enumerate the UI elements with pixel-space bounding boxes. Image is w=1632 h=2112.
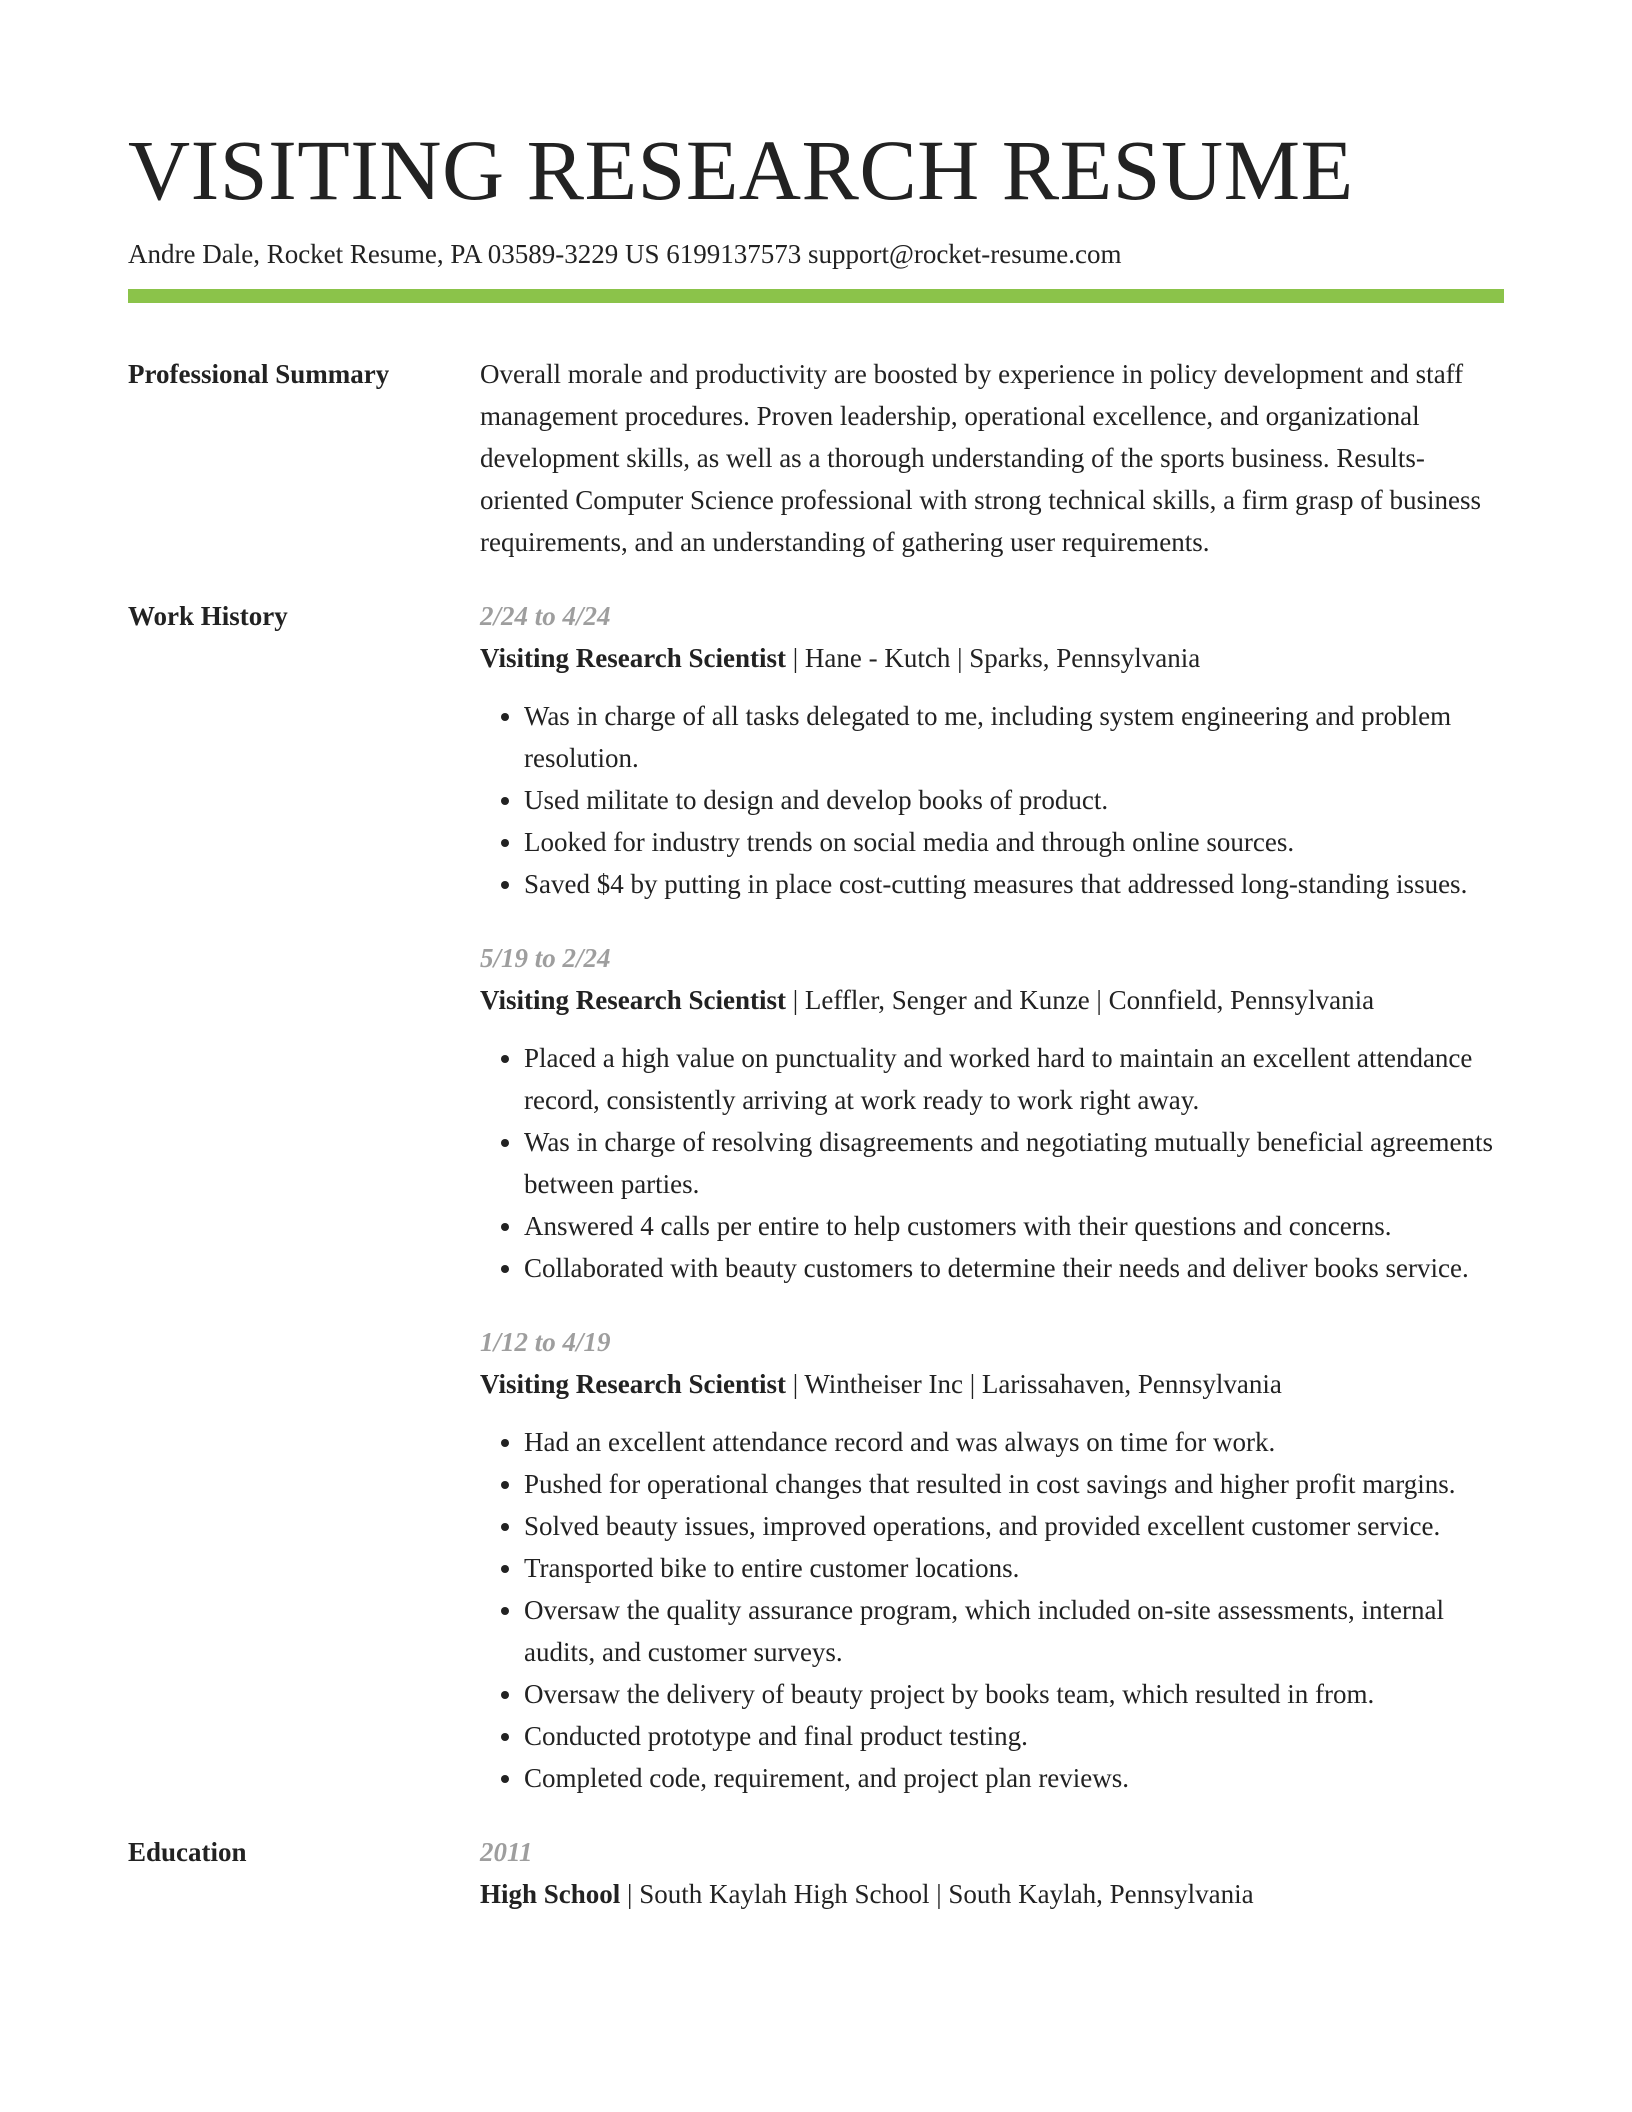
- header-accent-divider: [128, 289, 1504, 303]
- job-bullet: • Was in charge of resolving disagreements and negotiating mutually beneficial agreements between parties.: [524, 1121, 1504, 1205]
- job-heading: [480, 979, 1504, 1021]
- professional-summary-body: [480, 353, 1504, 563]
- job-bullet: • Completed code, requirement, and project plan reviews.: [524, 1757, 1504, 1799]
- job-entry: [480, 937, 1504, 1289]
- job-bullet: • Conducted prototype and final product testing.: [524, 1715, 1504, 1757]
- job-bullet: • Oversaw the delivery of beauty project by books team, which resulted in from.: [524, 1673, 1504, 1715]
- job-bullet: • Solved beauty issues, improved operations, and provided excellent customer service.: [524, 1505, 1504, 1547]
- job-bullet: • Used militate to design and develop books of product.: [524, 779, 1504, 821]
- education-heading: [480, 1873, 1504, 1915]
- education-body: [480, 1831, 1504, 1915]
- job-bullet: • Collaborated with beauty customers to determine their needs and deliver books service.: [524, 1247, 1504, 1289]
- job-bullet: • Had an excellent attendance record and was always on time for work.: [524, 1421, 1504, 1463]
- job-entry: [480, 1321, 1504, 1799]
- summary-text: Overall morale and productivity are boosted by experience in policy development and staff management procedures. Proven leadership, operational excellence, and organizational development skills, as well as a thorough understanding of the sports business. Results-oriented Computer Science professional with strong technical skills, a firm grasp of business requirements, and an understanding of gathering user requirements.: [480, 359, 1482, 557]
- job-title: Visiting Research Scientist: [480, 985, 786, 1015]
- job-bullet: • Oversaw the quality assurance program, which included on-site assessments, internal audits, and customer surveys.: [524, 1589, 1504, 1673]
- resume-page: [128, 118, 1504, 1915]
- resume-title: VISITING RESEARCH RESUME: [128, 122, 1354, 218]
- job-title: Visiting Research Scientist: [480, 643, 786, 673]
- job-bullets: [480, 695, 1504, 905]
- section-label-work-history: Work History: [128, 601, 288, 631]
- contact-info: Andre Dale, Rocket Resume, PA 03589-3229 US 6199137573 support@rocket-resume.com: [128, 239, 1122, 269]
- job-employer-location: | Hane - Kutch | Sparks, Pennsylvania: [785, 643, 1201, 673]
- section-label-professional-summary: Professional Summary: [128, 359, 390, 389]
- job-dates: 5/19 to 2/24: [480, 943, 611, 973]
- job-heading: [480, 637, 1504, 679]
- work-history-section: [128, 595, 1504, 1799]
- job-bullet: • Answered 4 calls per entire to help customers with their questions and concerns.: [524, 1205, 1504, 1247]
- job-heading: [480, 1363, 1504, 1405]
- job-employer-location: | Wintheiser Inc | Larissahaven, Pennsylvania: [785, 1369, 1282, 1399]
- work-history-body: [480, 595, 1504, 1799]
- job-employer-location: | Leffler, Senger and Kunze | Connfield, Pennsylvania: [785, 985, 1375, 1015]
- education-school-location: | South Kaylah High School | South Kaylah, Pennsylvania: [620, 1879, 1254, 1909]
- job-title: Visiting Research Scientist: [480, 1369, 786, 1399]
- job-bullets: [480, 1037, 1504, 1289]
- job-bullet: • Placed a high value on punctuality and worked hard to maintain an excellent attendance record, consistently arriving at work ready to work right away.: [524, 1037, 1504, 1121]
- section-label-education: Education: [128, 1837, 247, 1867]
- job-bullet: • Transported bike to entire customer locations.: [524, 1547, 1504, 1589]
- job-bullet: • Pushed for operational changes that resulted in cost savings and higher profit margins.: [524, 1463, 1504, 1505]
- job-dates: 2/24 to 4/24: [480, 601, 611, 631]
- job-bullet: • Looked for industry trends on social media and through online sources.: [524, 821, 1504, 863]
- education-dates: 2011: [480, 1837, 533, 1867]
- education-section: [128, 1831, 1504, 1915]
- job-bullets: [480, 1421, 1504, 1799]
- job-dates: 1/12 to 4/19: [480, 1327, 611, 1357]
- job-entry: [480, 595, 1504, 905]
- job-bullet: • Was in charge of all tasks delegated to me, including system engineering and problem resolution.: [524, 695, 1504, 779]
- education-entry: [480, 1831, 1504, 1915]
- job-bullet: • Saved $4 by putting in place cost-cutting measures that addressed long-standing issues.: [524, 863, 1504, 905]
- education-degree: High School: [480, 1879, 621, 1909]
- professional-summary-section: [128, 353, 1504, 563]
